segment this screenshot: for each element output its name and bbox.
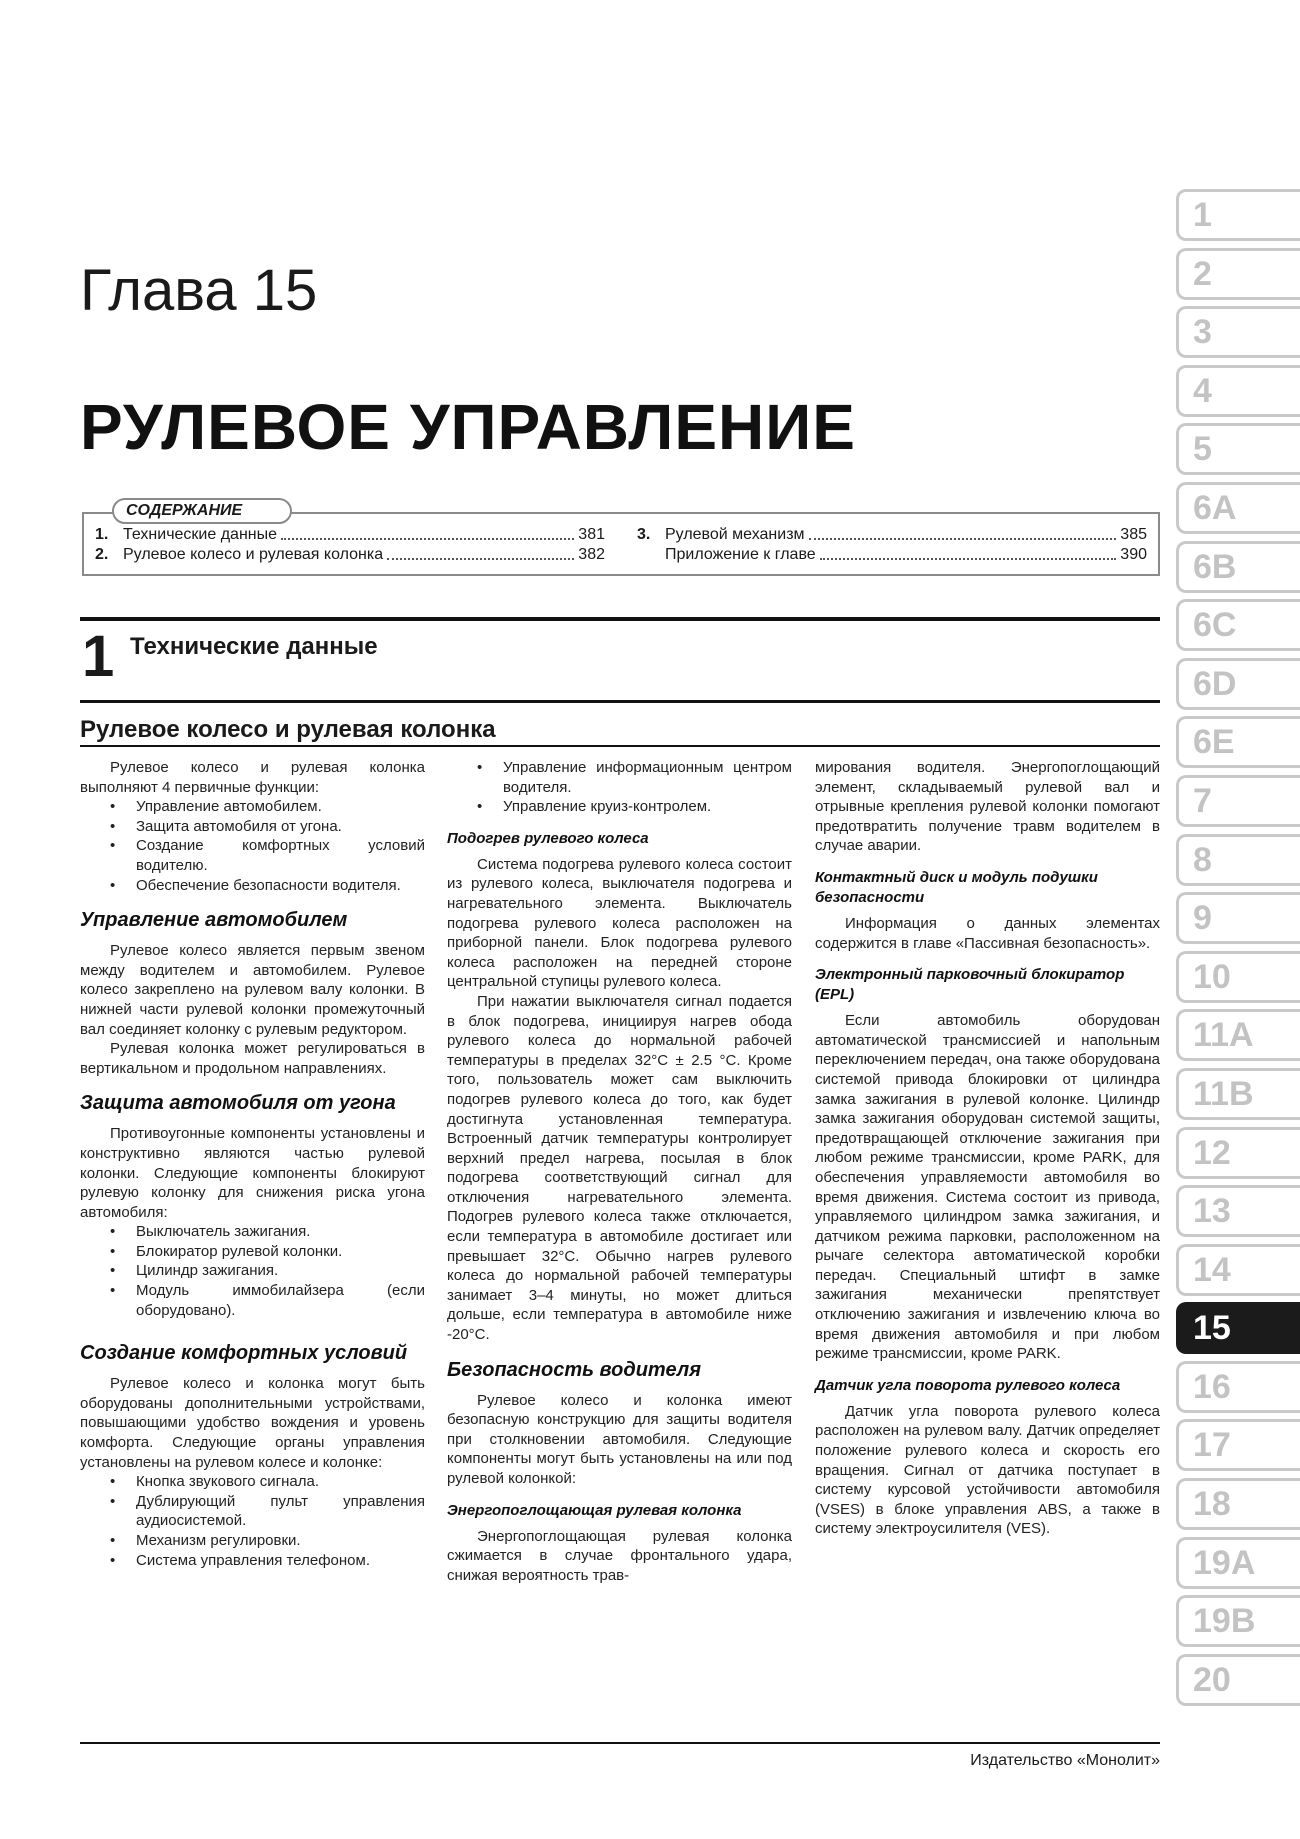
section-number: 1 [82,624,115,689]
list-item: • Дублирующий пульт управления аудиосистемой. [110,1492,425,1531]
chapter-tab-4[interactable]: 4 [1176,365,1300,417]
heading-theft: Защита автомобиля от угона [80,1092,396,1115]
chapter-tab-2[interactable]: 2 [1176,248,1300,300]
paragraph: Информация о данных элементах содержится в главе «Пассивная безопасность». [815,914,1160,952]
toc-item-title: Рулевое колесо и рулевая колонка [123,546,384,563]
toc-item-page: 382 [578,546,605,563]
toc-item-number: 2. [95,546,109,563]
heading-airbag: Контактный диск и модуль подушки безопасности [815,868,1098,906]
toc-leader [281,525,574,540]
chapter-tab-6c[interactable]: 6C [1176,599,1300,651]
heading-comfort: Создание комфортных условий [80,1342,408,1365]
list-item: • Управление автомобилем. [110,797,425,817]
chapter-tab-7[interactable]: 7 [1176,775,1300,827]
text-column-1 [80,758,425,1570]
toc-leader [387,545,574,560]
list-item: • Создание комфортных условий водителю. [110,836,425,875]
subsection-rule-bottom [80,745,1160,747]
list-item: • Цилиндр зажигания. [110,1261,425,1281]
chapter-tab-19b[interactable]: 19B [1176,1595,1300,1647]
heading-epl: Электронный парковочный блокиратор (EPL) [815,966,1125,1004]
paragraph: Датчик угла поворота рулевого колеса расположен на рулевом валу. Датчик определяет положение рулевого колеса и скорость его вращения. Сигнал от датчика поступает в систему курсовой устойчивости автомобиля (VSES) в блоке управления ABS, а также в систему электроусилителя (VES). [815,1402,1160,1538]
heading-safety: Безопасность водителя [447,1358,702,1381]
paragraph: Если автомобиль оборудован автоматической трансмиссией и напольным переключением передач, она также оборудована системой привода блокировки от цилиндра замка зажигания в рулевой колонке. Цилиндр замка зажигания оборудован системой защиты, предотвращающей отключение зажигания при любом режиме трансмиссии, кроме PARK, для обеспечения управляемости автомобиля во время движения. Система состоит из привода, управляемого цилиндром замка зажигания, и датчиком режима парковки, расположенном на рычаге селектора автоматической коробки передач. Специальный штифт в замке зажигания механически препятствует отключению зажигания и извлечению ключа во время движения автомобиля и при любом режиме трансмиссии, кроме PARK. [815,1012,1160,1363]
paragraph: Рулевое колесо является первым звеном между водителем и автомобилем. Рулевое колесо закреплено на рулевом валу колонки. В нижней части рулевой колонки промежуточный вал соединяет колонку с рулевым редуктором. [80,942,425,1038]
chapter-tab-11b[interactable]: 11B [1176,1068,1300,1120]
list-item: • Кнопка звукового сигнала. [110,1472,425,1492]
chapter-tab-13[interactable]: 13 [1176,1185,1300,1237]
chapter-tab-12[interactable]: 12 [1176,1127,1300,1179]
controls-list [447,758,792,817]
paragraph: Система подогрева рулевого колеса состоит из рулевого колеса, выключателя подогрева и нагревательного элемента. Выключатель подогрева рулевого колеса расположен на приборной панели. Блок подогрева рулевого колеса расположен на передней стороне центральной ступицы рулевого колеса. [447,855,792,991]
chapter-tab-11a[interactable]: 11A [1176,1009,1300,1061]
heading-angle-sensor: Датчик угла поворота рулевого колеса [815,1376,1121,1394]
toc-item[interactable] [637,525,1147,545]
list-item: • Выключатель зажигания. [110,1222,425,1242]
chapter-label: Глава 15 [80,258,318,323]
toc-item-page: 390 [1120,546,1147,563]
toc-item[interactable] [95,545,605,565]
chapter-tab-8[interactable]: 8 [1176,834,1300,886]
paragraph: Рулевое колесо и колонка могут быть оборудованы дополнительными устройствами, повышающими удобство вождения и уровень комфорта. Следующие органы управления установлены на рулевом колесе и колонке: [80,1375,425,1471]
toc-item-page: 381 [578,526,605,543]
toc-header: СОДЕРЖАНИЕ [112,498,292,524]
chapter-tab-16[interactable]: 16 [1176,1361,1300,1413]
list-item: • Система управления телефоном. [110,1551,425,1571]
toc-item[interactable] [95,525,605,545]
subsection-rule-top [80,700,1160,703]
chapter-tab-18[interactable]: 18 [1176,1478,1300,1530]
chapter-tab-17[interactable]: 17 [1176,1419,1300,1471]
toc-leader [809,525,1117,540]
chapter-tab-6e[interactable]: 6E [1176,716,1300,768]
chapter-tab-1[interactable]: 1 [1176,189,1300,241]
paragraph: Рулевое колесо и рулевая колонка выполняют 4 первичные функции: [80,759,425,796]
paragraph: мирования водителя. Энергопоглощающий элемент, складываемый рулевой вал и отрывные крепления рулевой колонки помогают предотвратить получение травм водителем в случае аварии. [815,759,1160,855]
paragraph: Рулевая колонка может регулироваться в вертикальном и продольном направлениях. [80,1040,425,1077]
list-item: • Блокиратор рулевой колонки. [110,1242,425,1262]
chapter-tab-5[interactable]: 5 [1176,423,1300,475]
text-column-3 [815,758,1160,1539]
heading-energy-column: Энергопоглощающая рулевая колонка [447,1501,742,1519]
paragraph: Энергопоглощающая рулевая колонка сжимается в случае фронтального удара, снижая вероятность трав- [447,1527,792,1584]
chapter-title: РУЛЕВОЕ УПРАВЛЕНИЕ [80,391,856,463]
heading-control: Управление автомобилем [80,909,348,932]
toc-column-right [637,525,1147,565]
chapter-tab-19a[interactable]: 19A [1176,1537,1300,1589]
toc-item-page: 385 [1120,526,1147,543]
paragraph: Противоугонные компоненты установлены и конструктивно являются частью рулевой колонки. Следующие компоненты блокируют рулевую колонку для снижения риска угона автомобиля: [80,1125,425,1221]
toc-item-number: 3. [637,526,651,543]
list-item: • Управление информационным центром водителя. [477,758,792,797]
list-item: • Управление круиз-контролем. [477,797,792,817]
theft-list [80,1222,425,1320]
chapter-tab-6d[interactable]: 6D [1176,658,1300,710]
paragraph: При нажатии выключателя сигнал подается в блок подогрева, инициируя нагрев обода рулевого колеса до нормальной рабочей температуры в пределах 32°С ± 2.5 °С. Кроме того, пользователь может сам выключить подогрев рулевого колеса до того, как будет достигнута установленная температура. Встроенный датчик температуры контролирует верхний предел нагрева, посылая в блок подогрева соответствующий сигнал для отключения нагревательного элемента. Подогрев рулевого колеса также отключается, если температура в автомобиле достигает или превышает 32°С. Обычно нагрев рулевого колеса до нормальной рабочей температуры занимает 3–4 минуты, но может длиться дольше, если температура в автомобиле ниже -20°С. [447,992,792,1344]
list-item: • Защита автомобиля от угона. [110,817,425,837]
chapter-tab-20[interactable]: 20 [1176,1654,1300,1706]
chapter-tab-6b[interactable]: 6B [1176,541,1300,593]
toc-column-left [95,525,605,565]
text-column-2 [447,758,792,1585]
toc-item-number [637,545,665,565]
chapter-tab-10[interactable]: 10 [1176,951,1300,1003]
list-item: • Модуль иммобилайзера (если оборудовано). [110,1281,425,1320]
chapter-tab-9[interactable]: 9 [1176,892,1300,944]
chapter-tab-14[interactable]: 14 [1176,1244,1300,1296]
toc-item-title: Технические данные [123,526,278,543]
chapter-tab-15[interactable]: 15 [1176,1302,1300,1354]
comfort-list [80,1472,425,1570]
chapter-tab-3[interactable]: 3 [1176,306,1300,358]
toc-item-title: Рулевой механизм [665,526,805,543]
toc-item-title: Приложение к главе [665,546,816,563]
toc-item-number: 1. [95,526,109,543]
toc-item[interactable] [637,545,1147,565]
list-item: • Обеспечение безопасности водителя. [110,876,425,896]
paragraph: Рулевое колесо и колонка имеют безопасную конструкцию для защиты водителя при столкновении автомобиля. Следующие компоненты могут быть установлены на или под рулевой колонкой: [447,1391,792,1487]
subsection-title: Рулевое колесо и рулевая колонка [80,716,496,743]
heading-heating: Подогрев рулевого колеса [447,829,649,847]
publisher: Издательство «Монолит» [970,1752,1160,1769]
toc-leader [820,545,1117,560]
footer-rule [80,1742,1160,1744]
chapter-tab-6a[interactable]: 6A [1176,482,1300,534]
section-rule-top [80,617,1160,621]
chapter-tabs [1176,189,1300,1712]
functions-list [80,797,425,895]
list-item: • Механизм регулировки. [110,1531,425,1551]
section-title: Технические данные [130,633,378,660]
